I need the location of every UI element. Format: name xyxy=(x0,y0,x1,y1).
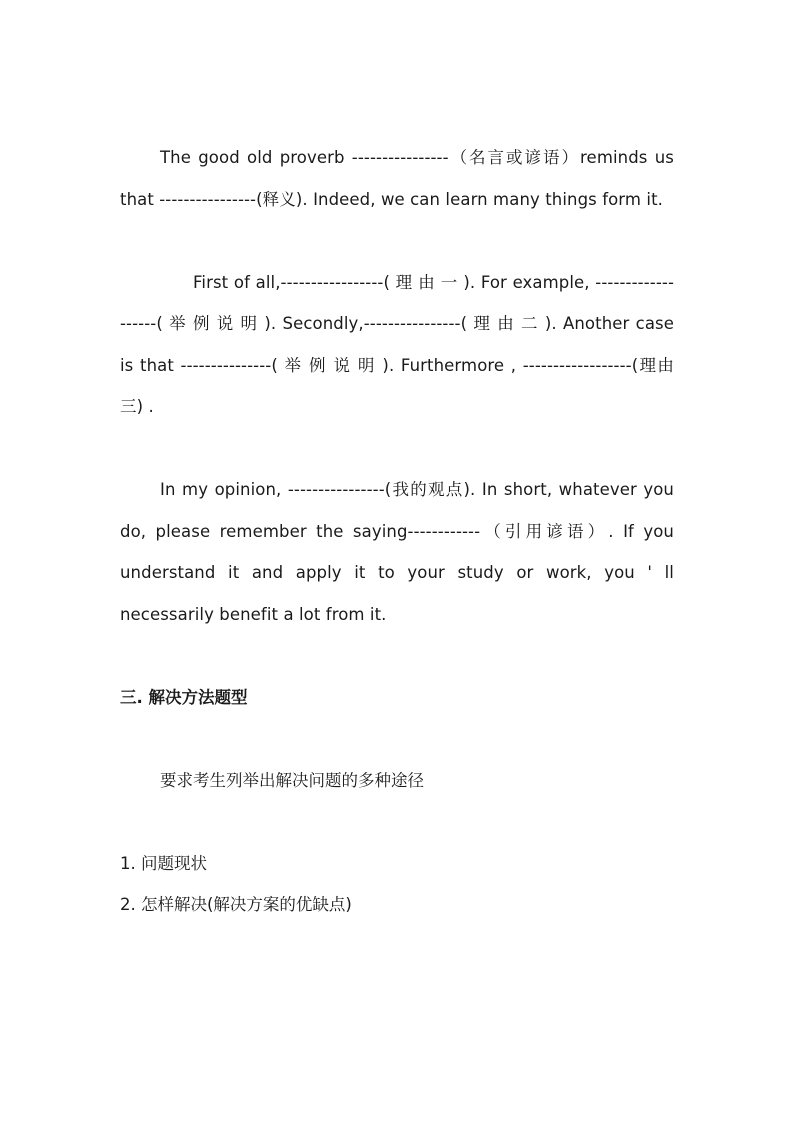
template-paragraph-opening: The good old proverb ----------------（名言或谚语）reminds us that ----------------(释义). Indeed, we can learn many things form it. xyxy=(120,148,674,209)
section-intro: 要求考生列举出解决问题的多种途径 xyxy=(160,770,424,790)
spacer xyxy=(120,428,674,470)
spacer xyxy=(120,718,674,760)
list-item: 2. 怎样解决(解决方案的优缺点) xyxy=(120,895,352,914)
spacer xyxy=(120,220,674,262)
section-heading: 三. 解决方法题型 xyxy=(120,687,248,707)
spacer xyxy=(120,635,674,677)
list-item: 1. 问题现状 xyxy=(120,853,207,873)
template-paragraph-conclusion: In my opinion, ----------------(我的观点). In short, whatever you do, please remember the saying------------（引用谚语）. If you understand it and apply it to your study or work, you ' ll necessarily benefit a lot from it. xyxy=(120,480,674,624)
document-page xyxy=(120,137,674,926)
spacer xyxy=(120,801,674,843)
template-paragraph-reasons: First of all,-----------------( 理 由 一 ). For example, -------------------( 举 例 说 明 ). Secondly,----------------( 理 由 二 ). Another case is that ---------------( 举 例 说 明 ). Furthermore , ------------------(理由三) . xyxy=(120,272,674,416)
